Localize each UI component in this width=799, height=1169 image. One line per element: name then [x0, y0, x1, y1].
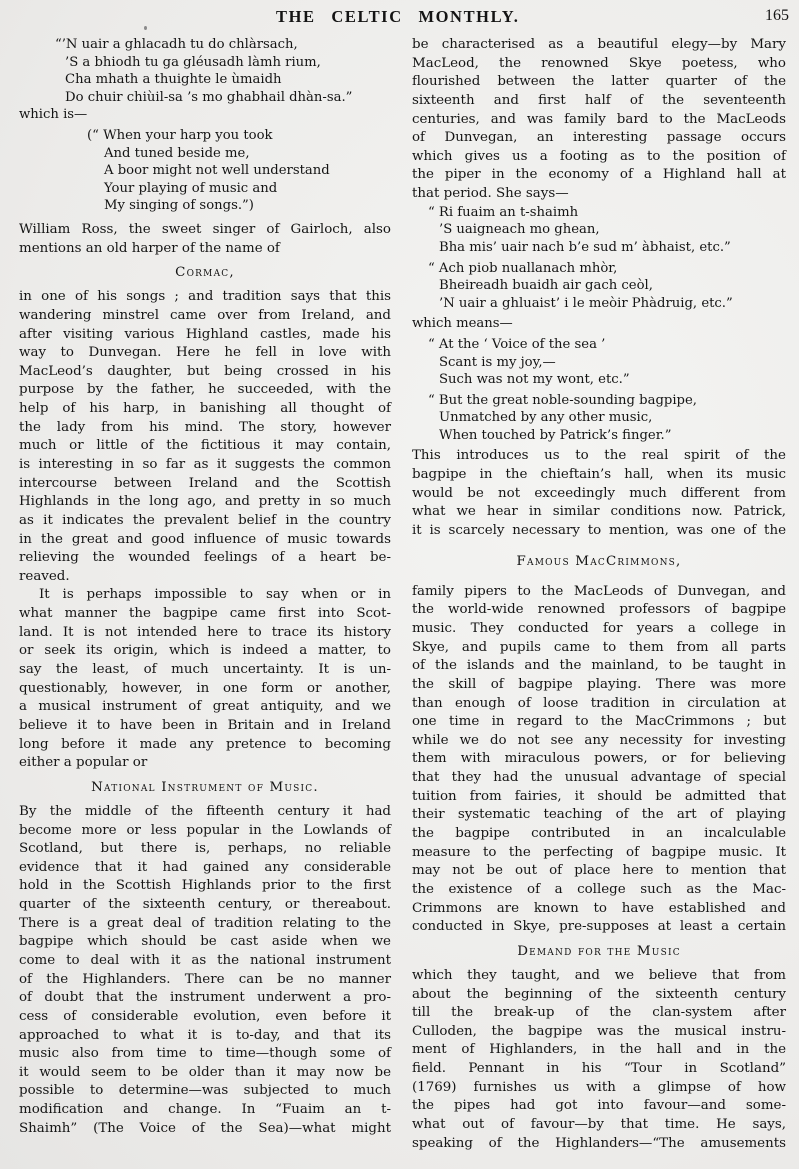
text-line: hold in the Scottish Highlands prior to the first: [19, 878, 391, 894]
text-line: Culloden, the bagpipe was the musical instru-: [412, 1023, 786, 1039]
text-line: come to deal with it as the national instrument: [19, 953, 391, 968]
text-line: be characterised as a beautiful elegy—by Mary: [412, 37, 786, 52]
text-line: approached to what it is to-day, and that its: [19, 1027, 391, 1043]
verse-line: Do chuir chiùil-sa ’s mo ghabhail dhàn-sa.”: [65, 89, 353, 105]
verse-line: “ At the ‘ Voice of the sea ’: [428, 336, 606, 352]
gaelic-verse-harp: [19, 36, 391, 106]
text-line: of Dunvegan, an interesting passage occurs: [412, 130, 786, 146]
text-line: William Ross, the sweet singer of Gairloch, also: [19, 221, 391, 237]
text-line: bagpipe which should be cast aside when we: [19, 934, 391, 950]
paragraph-family-pipers: [412, 583, 786, 937]
text-line: long before it made any pretence to becoming: [19, 736, 391, 752]
verse-line: A boor might not well understand: [104, 163, 330, 179]
paragraph-ross: [19, 221, 391, 258]
verse-line: (“ When your harp you took: [87, 127, 273, 143]
text-line: intercourse between Ireland and the Scottish: [19, 475, 391, 491]
text-line: ment of Highlanders, in the hall and in the: [412, 1042, 786, 1058]
text-line: is interesting in so far as it suggests the common: [19, 456, 391, 472]
verse-line: Bheireadh buaidh air gach ceòl,: [439, 278, 653, 294]
text-line: the world-wide renowned professors of bagpipe: [412, 602, 786, 618]
text-line: Highlands in the long ago, and pretty in so much: [19, 494, 391, 510]
text-line: that they had the unusual advantage of special: [412, 770, 786, 786]
paragraph-introduces: [412, 447, 786, 540]
text-line: modification and change. In “Fuaim an t-: [19, 1102, 391, 1118]
text-line: music also from time to time—though some of: [19, 1046, 391, 1062]
text-line: Shaimh” (The Voice of the Sea)—what might: [19, 1120, 391, 1136]
which-means-label: which means—: [412, 316, 513, 332]
journal-title: THE CELTIC MONTHLY.: [276, 7, 520, 26]
text-line: in the great and good influence of music towards: [19, 531, 391, 547]
text-line: Crimmons are known to have established and: [412, 900, 786, 916]
text-line: relieving the wounded feelings of a heart be-: [19, 550, 391, 566]
text-line: wandering minstrel came over from Ireland, and: [19, 307, 391, 323]
text-line: in one of his songs ; and tradition says that this: [19, 289, 391, 305]
text-line: as it indicates the prevalent belief in the country: [19, 512, 391, 528]
text-line: sixteenth and first half of the seventeenth: [412, 92, 786, 108]
paragraph-middle-fifteenth: [19, 803, 391, 1139]
verse-line: “’N uair a ghlacadh tu do chlàrsach,: [55, 37, 298, 52]
text-line: quarter of the sixteenth century, or thereabout.: [19, 897, 391, 913]
paragraph-demand: [412, 967, 786, 1153]
paragraph-cormac: [19, 288, 391, 586]
text-line: the pipes had got into favour—and some-: [412, 1098, 786, 1114]
right-column: [412, 36, 786, 1153]
section-heading-demand-for-music: Demand for the Music: [517, 943, 681, 959]
text-line: questionably, however, in one form or another,: [19, 680, 391, 696]
text-line: cess of considerable evolution, even before it: [19, 1008, 391, 1024]
verse-line: When touched by Patrick’s finger.”: [439, 427, 672, 443]
text-line: the skill of bagpipe playing. There was more: [412, 676, 786, 692]
text-line: tuition from fairies, it should be admitted that: [412, 788, 786, 804]
left-column: [19, 36, 391, 1138]
verse-line: “ Ri fuaim an t-shaimh: [428, 204, 579, 220]
text-line: which they taught, and we believe that from: [412, 967, 786, 983]
text-line: reaved.: [19, 568, 70, 584]
verse-line: Scant is my joy,—: [439, 354, 556, 370]
text-line: field. Pennant in his “Tour in Scotland”: [412, 1061, 786, 1077]
text-line: or seek its origin, which is indeed a matter, to: [19, 643, 391, 659]
text-line: measure to the perfecting of bagpipe music. It: [412, 844, 786, 860]
verse-line: ’N uair a ghluaist’ i le meòir Phàdruig, etc.”: [439, 295, 733, 311]
text-line: a musical instrument of great antiquity, and we: [19, 699, 391, 715]
text-line: about the beginning of the sixteenth century: [412, 986, 786, 1002]
text-line: that period. She says—: [412, 186, 569, 202]
text-line: (1769) furnishes us with a glimpse of how: [412, 1079, 786, 1095]
text-line: may not be out of place here to mention that: [412, 863, 786, 879]
text-line: bagpipe in the chieftain’s hall, when its music: [412, 467, 786, 483]
text-line: of the islands and the mainland, to be taught in: [412, 658, 786, 674]
text-line: which gives us a footing as to the position of: [412, 148, 786, 164]
text-line: evidence that it had gained any considerable: [19, 859, 391, 875]
text-line: one time in regard to the MacCrimmons ; but: [412, 714, 786, 730]
text-line: believe it to have been in Britain and in Ireland: [19, 717, 391, 733]
english-verse-sea: [412, 336, 786, 445]
text-line: what out of favour—by that time. He says,: [412, 1116, 786, 1132]
text-line: MacLeod’s daughter, but being crossed in his: [19, 363, 391, 379]
verse-line: ’S a bhiodh tu ga gléusadh làmh rium,: [65, 54, 321, 70]
text-line: family pipers to the MacLeods of Dunvegan, and: [412, 583, 786, 599]
text-line: much or little of the fictitious it may contain,: [19, 438, 391, 454]
gaelic-verse-sea: [412, 204, 786, 313]
text-line: music. They conducted for years a college in: [412, 620, 786, 636]
text-line: This introduces us to the real spirit of the: [412, 448, 786, 464]
verse-line: “ Ach piob nuallanach mhòr,: [428, 260, 618, 276]
verse-line: Your playing of music and: [104, 180, 278, 196]
text-line: purpose by the father, he succeeded, with the: [19, 382, 391, 398]
text-line: them with miraculous powers, or for believing: [412, 751, 786, 767]
text-line: either a popular or: [19, 755, 148, 771]
text-line: say the least, of much uncertainty. It is un-: [19, 662, 391, 678]
text-line: what manner the bagpipe came first into Scot-: [19, 606, 391, 622]
verse-line: My singing of songs.”): [104, 198, 254, 214]
text-line: help of his harp, in banishing all thought of: [19, 401, 391, 417]
text-line: the piper in the economy of a Highland hall at: [412, 167, 786, 183]
verse-line: “ But the great noble-sounding bagpipe,: [428, 392, 697, 408]
verse-line: And tuned beside me,: [104, 145, 250, 161]
verse-line: Such was not my wont, etc.”: [439, 372, 630, 388]
text-line: the lady from his mind. The story, however: [19, 419, 391, 435]
text-line: would be not exceedingly much different from: [412, 485, 786, 501]
text-line: till the break-up of the clan-system after: [412, 1005, 786, 1021]
text-line: while we do not see any necessity for investing: [412, 732, 786, 748]
text-line: of the Highlanders. There can be no manner: [19, 971, 391, 987]
section-heading-famous-maccrimmons: Famous MacCrimmons,: [516, 553, 682, 569]
paragraph-impossible: [19, 586, 391, 772]
text-line: flourished between the latter quarter of the: [412, 74, 786, 90]
text-line: By the middle of the fifteenth century it had: [19, 803, 391, 819]
section-heading-cormac: Cormac,: [175, 265, 235, 281]
text-line: it would seem to be older than it may now be: [19, 1064, 391, 1080]
text-line: Scotland, but there is, perhaps, no reliable: [19, 841, 391, 857]
text-line: become more or less popular in the Lowlands of: [19, 822, 391, 838]
text-line: the bagpipe contributed in an incalculable: [412, 826, 786, 842]
text-line: It is perhaps impossible to say when or in: [39, 587, 391, 603]
text-line: of doubt that the instrument underwent a pro-: [19, 990, 391, 1006]
text-line: possible to determine—was subjected to much: [19, 1083, 391, 1099]
section-heading-national-instrument: National Instrument of Music.: [91, 779, 319, 795]
text-line: Skye, and pupils came to them from all parts: [412, 639, 786, 655]
text-line: what we hear in similar conditions now. Patrick,: [412, 504, 786, 520]
running-head: [0, 7, 799, 27]
text-line: There is a great deal of tradition relating to the: [19, 915, 391, 931]
text-line: centuries, and was family bard to the MacLeods: [412, 111, 786, 127]
which-is-label: which is—: [19, 107, 88, 123]
page-number: 165: [765, 7, 789, 24]
text-line: after visiting various Highland castles, made his: [19, 326, 391, 342]
english-verse-harp: [19, 127, 391, 215]
text-line: MacLeod, the renowned Skye poetess, who: [412, 55, 786, 71]
paragraph-elegy: [412, 36, 786, 204]
text-line: conducted in Skye, pre-supposes at least a certain: [412, 919, 786, 935]
verse-line: Cha mhath a thuighte le ùmaidh: [65, 72, 282, 88]
text-line: mentions an old harper of the name of: [19, 240, 280, 256]
text-line: the existence of a college such as the Mac-: [412, 881, 786, 897]
verse-line: ’S uaigneach mo ghean,: [439, 222, 600, 238]
text-line: their systematic teaching of the art of playing: [412, 807, 786, 823]
text-line: land. It is not intended here to trace its history: [19, 624, 391, 640]
text-line: than enough of loose tradition in circulation at: [412, 695, 786, 711]
text-line: speaking of the Highlanders—“The amusements: [412, 1135, 786, 1151]
verse-line: Unmatched by any other music,: [439, 410, 653, 426]
verse-line: Bha mis’ uair nach b’e sud m’ àbhaist, etc.”: [439, 239, 731, 255]
text-line: it is scarcely necessary to mention, was one of the: [412, 523, 786, 539]
text-line: way to Dunvegan. Here he fell in love with: [19, 345, 391, 361]
